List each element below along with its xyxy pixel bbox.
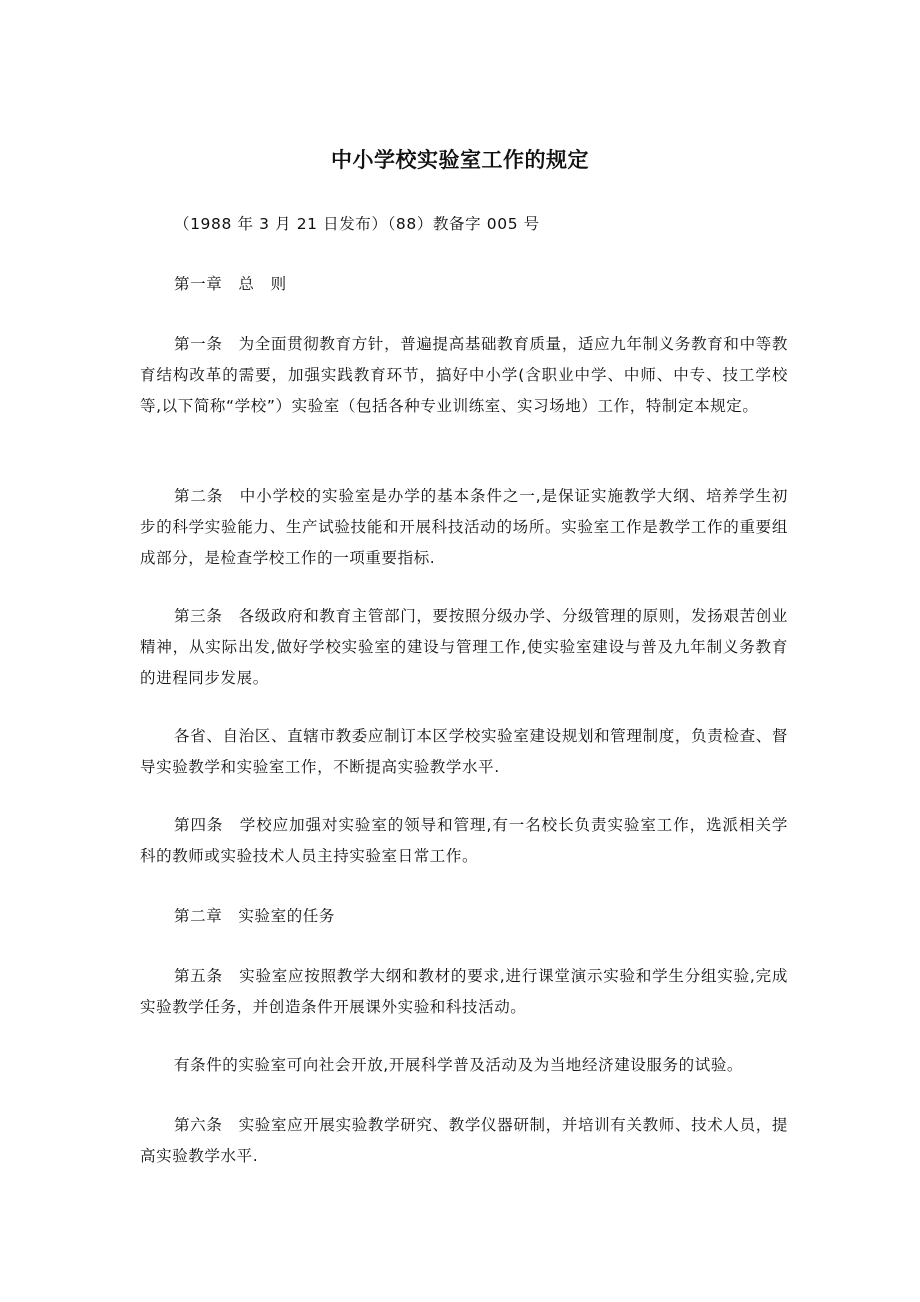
- issue-info: （1988 年 3 月 21 日发布）（88）教备字 005 号: [174, 215, 540, 233]
- article-5: 第五条 实验室应按照教学大纲和教材的要求,进行课堂演示实验和学生分组实验,完成实验教学任务，并创造条件开展课外实验和科技活动。: [140, 967, 788, 1016]
- article-4: 第四条 学校应加强对实验室的领导和管理,有一名校长负责实验室工作，选派相关学科的教师或实验技术人员主持实验室日常工作。: [140, 816, 788, 865]
- chapter-heading-2: 第二章 实验室的任务: [174, 907, 336, 925]
- chapter-heading-1: 第一章 总 则: [174, 275, 287, 293]
- document-title: 中小学校实验室工作的规定: [331, 148, 589, 172]
- article-2: 第二条 中小学校的实验室是办学的基本条件之一,是保证实施教学大纲、培养学生初步的科学实验能力、生产试验技能和开展科技活动的场所。实验室工作是教学工作的重要组成部分，是检查学校工作的一项重要指标.: [140, 487, 788, 567]
- article-3: 第三条 各级政府和教育主管部门，要按照分级办学、分级管理的原则，发扬艰苦创业精神，从实际出发,做好学校实验室的建设与管理工作,使实验室建设与普及九年制义务教育的进程同步发展。: [140, 607, 788, 687]
- regional-paragraph: 各省、自治区、直辖市教委应制订本区学校实验室建设规划和管理制度，负责检查、督导实验教学和实验室工作，不断提高实验教学水平.: [140, 727, 788, 776]
- article-6: 第六条 实验室应开展实验教学研究、教学仪器研制，并培训有关教师、技术人员，提高实验教学水平.: [140, 1116, 788, 1165]
- open-lab-paragraph: 有条件的实验室可向社会开放,开展科学普及活动及为当地经济建设服务的试验。: [174, 1056, 744, 1074]
- article-1: 第一条 为全面贯彻教育方针，普遍提高基础教育质量，适应九年制义务教育和中等教育结构改革的需要，加强实践教育环节，搞好中小学(含职业中学、中师、中专、技工学校等,以下简称“学校”）实验室（包括各种专业训练室、实习场地）工作，特制定本规定。: [140, 335, 788, 415]
